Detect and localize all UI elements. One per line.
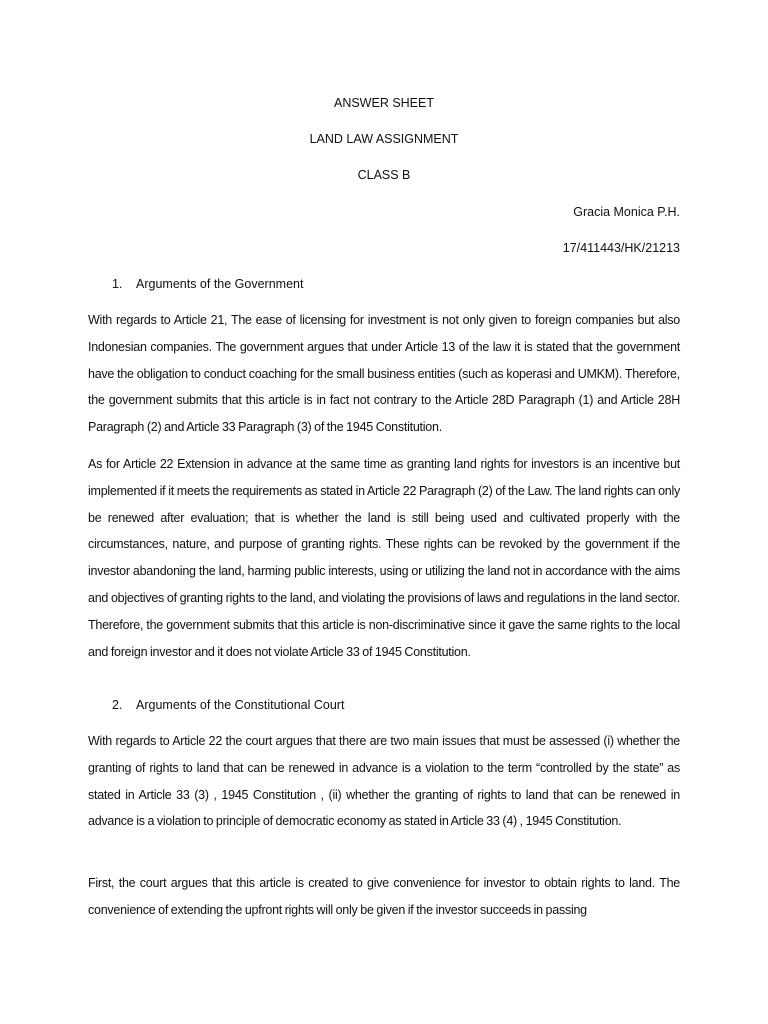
paragraph: With regards to Article 21, The ease of licensing for investment is not only given to foreign companies but also Indonesian companies. The government argues that under Article 13 of the law it is stated that the government have the obligation to conduct coaching for the small business entities (such as koperasi and UMKM). Therefore, the government submits that this article is in fact not contrary to the Article 28D Paragraph (1) and Article 28H Paragraph (2) and Article 33 Paragraph (3) of the 1945 Constitution. <box>88 313 680 435</box>
author-name: Gracia Monica P.H. <box>573 205 680 219</box>
student-id: 17/411443/HK/21213 <box>562 241 680 255</box>
section-number: 1. <box>112 277 123 291</box>
paragraph: With regards to Article 22 the court argues that there are two main issues that must be assessed (i) whether the granting of rights to land that can be renewed in advance is a violation to the term “controlled by the state” as stated in Article 33 (3) , 1945 Constitution , (ii) whether the granting of rights to land that can be renewed in advance is a violation to principle of democratic economy as stated in Article 33 (4) , 1945 Constitution. <box>88 734 680 829</box>
section-title: Arguments of the Constitutional Court <box>136 698 345 712</box>
paragraph: As for Article 22 Extension in advance at the same time as granting land rights for investors is an incentive but implemented if it meets the requirements as stated in Article 22 Paragraph (2) of the Law. The land rights can only be renewed after evaluation; that is whether the land is still being used and cultivated properly with the circumstances, nature, and purpose of granting rights. These rights can be revoked by the government if the investor abandoning the land, harming public interests, using or utilizing the land not in accordance with the aims and objectives of granting rights to the land, and violating the provisions of laws and regulations in the land sector. Therefore, the government submits that this article is non-discriminative since it gave the same rights to the local and foreign investor and it does not violate Article 33 of 1945 Constitution. <box>88 457 680 659</box>
class-label: CLASS B <box>357 168 411 182</box>
section-number: 2. <box>112 698 123 712</box>
document-title: ANSWER SHEET <box>333 96 434 110</box>
paragraph: First, the court argues that this article is created to give convenience for investor to obtain rights to land. The convenience of extending the upfront rights will only be given if the investor succeeds in passing <box>88 876 680 917</box>
assignment-title: LAND LAW ASSIGNMENT <box>309 132 459 146</box>
document-page <box>88 0 680 1024</box>
section-title: Arguments of the Government <box>136 277 304 291</box>
